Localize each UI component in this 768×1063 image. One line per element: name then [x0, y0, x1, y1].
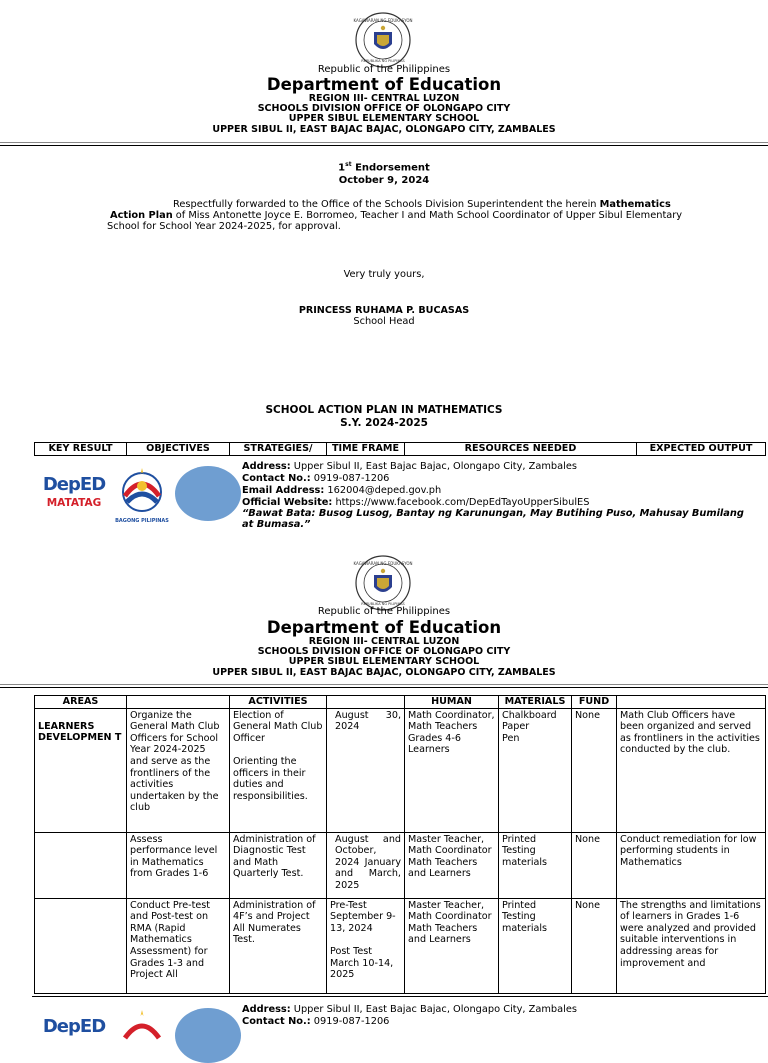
header-materials: MATERIALS: [499, 696, 572, 709]
deped-seal-icon-2: [355, 555, 411, 611]
header-blank-3: [617, 696, 766, 709]
bagong-pilipinas-logo-2: [113, 1008, 171, 1024]
footer-address: Address: Upper Sibul II, East Bajac Bajac, Olongapo City, Zambales: [242, 461, 577, 472]
footer-address-2: Address: Upper Sibul II, East Bajac Bajac, Olongapo City, Zambales: [242, 1004, 577, 1015]
header-human: HUMAN: [405, 696, 499, 709]
cell-objective: Conduct Pre-test and Post-test on RMA (Rapid Mathematics Assessment) for Grades 1-3 and Project All: [127, 898, 230, 993]
header-fund: FUND: [572, 696, 617, 709]
header-key-result: KEY RESULT: [35, 443, 127, 456]
cell-activity: Administration of 4F’s and Project All Numerates Test.: [230, 898, 327, 993]
header-divider: [0, 142, 768, 143]
deped-seal-icon: [355, 12, 411, 68]
footer-contact: Contact No.: 0919-087-1206: [242, 473, 390, 484]
plan-title: SCHOOL ACTION PLAN IN MATHEMATICS: [265, 404, 503, 416]
cell-human: Math Coordinator, Math Teachers Grades 4-6 Learners: [405, 708, 499, 832]
endorsement-paragraph-line3: School for School Year 2024-2025, for approval.: [107, 221, 341, 232]
department-title: Department of Education: [266, 75, 502, 94]
cell-fund: None: [572, 832, 617, 898]
division-label: SCHOOLS DIVISION OFFICE OF OLONGAPO CITY: [257, 103, 511, 114]
division-label-2: SCHOOLS DIVISION OFFICE OF OLONGAPO CITY: [257, 646, 511, 657]
cell-output: Math Club Officers have been organized and served as frontliners in the activities conducted by the club.: [617, 708, 766, 832]
cell-area: [35, 832, 127, 898]
plan-sy: S.Y. 2024-2025: [340, 417, 428, 429]
footer-motto: “Bawat Bata: Busog Lusog, Bantay ng Karunungan, May Butihing Puso, Mahusay Bumilang at Bumasa.”: [242, 508, 744, 531]
endorsement-paragraph-line1: Respectfully forwarded to the Office of the Schools Division Superintendent the herein Mathematics: [173, 199, 671, 210]
signatory-title: School Head: [353, 316, 415, 327]
school-label-2: UPPER SIBUL ELEMENTARY SCHOOL: [288, 656, 480, 667]
school-address-label: UPPER SIBUL II, EAST BAJAC BAJAC, OLONGAPO CITY, ZAMBALES: [212, 124, 556, 135]
bagong-pilipinas-icon: [113, 466, 171, 514]
svg-text:REPUBLIKA NG PILIPINAS: REPUBLIKA NG PILIPINAS: [361, 59, 405, 63]
header-objectives: OBJECTIVES: [127, 443, 230, 456]
cell-area: [35, 898, 127, 993]
bagong-pilipinas-logo: BAGONG PILIPINAS: [113, 466, 171, 524]
cell-time-frame: Pre-Test September 9-13, 2024 Post Test March 10-14, 2025: [327, 898, 405, 993]
deped-matatag-logo-2: DepED: [42, 1016, 106, 1037]
svg-text:REPUBLIKA NG PILIPINAS: REPUBLIKA NG PILIPINAS: [361, 602, 405, 606]
republic-label-2: Republic of the Philippines: [317, 606, 451, 617]
cell-human: Master Teacher, Math Coordinator Math Teachers and Learners: [405, 832, 499, 898]
table-row: [35, 832, 766, 898]
svg-text:KAGAWARAN NG EDUKASYON: KAGAWARAN NG EDUKASYON: [353, 18, 413, 23]
header-blank-2: [327, 696, 405, 709]
header-resources-needed: RESOURCES NEEDED: [405, 443, 637, 456]
footer-email: Email Address: 162004@deped.gov.ph: [242, 485, 442, 496]
cell-fund: None: [572, 898, 617, 993]
department-title-2: Department of Education: [266, 618, 502, 637]
cell-activity: Administration of Diagnostic Test and Math Quarterly Test.: [230, 832, 327, 898]
cell-materials: Printed Testing materials: [499, 898, 572, 993]
cell-objective: Assess performance level in Mathematics from Grades 1-6: [127, 832, 230, 898]
region-label-2: REGION III- CENTRAL LUZON: [308, 636, 460, 647]
cell-output: Conduct remediation for low performing students in Mathematics: [617, 832, 766, 898]
closing-text: Very truly yours,: [343, 269, 425, 280]
cell-output: The strengths and limitations of learners in Grades 1-6 were analyzed and provided suitable interventions in addressing areas for improvement and: [617, 898, 766, 993]
header-divider-bold-2: [0, 687, 768, 688]
footer-divider: [32, 996, 768, 997]
footer-contact-2: Contact No.: 0919-087-1206: [242, 1016, 390, 1027]
header-expected-output: EXPECTED OUTPUT: [637, 443, 766, 456]
cell-activity: Election of General Math Club Officer Orienting the officers in their duties and responsibilities.: [230, 708, 327, 832]
cell-time-frame: August and October, 2024 January and March, 2025: [327, 832, 405, 898]
bagong-pilipinas-icon-2: [113, 1008, 171, 1028]
header-blank-1: [127, 696, 230, 709]
header-areas: AREAS: [35, 696, 127, 709]
plan-header-row-table: [34, 442, 766, 456]
school-label: UPPER SIBUL ELEMENTARY SCHOOL: [288, 113, 480, 124]
school-logo-placeholder: [175, 466, 241, 521]
svg-text:KAGAWARAN NG EDUKASYON: KAGAWARAN NG EDUKASYON: [353, 561, 413, 566]
header-divider-bold: [0, 145, 768, 146]
header-activities: ACTIVITIES: [230, 696, 327, 709]
region-label: REGION III- CENTRAL LUZON: [308, 93, 460, 104]
school-address-label-2: UPPER SIBUL II, EAST BAJAC BAJAC, OLONGAPO CITY, ZAMBALES: [212, 667, 556, 678]
endorsement-title: 1st Endorsement: [338, 161, 430, 174]
cell-time-frame: August 30, 2024: [327, 708, 405, 832]
header-strategies: STRATEGIES/: [230, 443, 327, 456]
endorsement-date: October 9, 2024: [338, 175, 430, 186]
table-row: [35, 898, 766, 993]
cell-area: LEARNERS DEVELOPMEN T: [35, 708, 127, 832]
republic-label: Republic of the Philippines: [317, 64, 451, 75]
deped-matatag-logo: DepED MATATAG: [42, 474, 106, 509]
cell-materials: Chalkboard Paper Pen: [499, 708, 572, 832]
signatory-name: PRINCESS RUHAMA P. BUCASAS: [298, 305, 470, 316]
cell-materials: Printed Testing materials: [499, 832, 572, 898]
endorsement-paragraph-line2: Action Plan of Miss Antonette Joyce E. Borromeo, Teacher I and Math School Coordinator of Upper Sibul Elementary: [110, 210, 683, 221]
school-logo-placeholder-2: [175, 1008, 241, 1063]
cell-objective: Organize the General Math Club Officers for School Year 2024-2025 and serve as the frontliners of the activities undertaken by the club: [127, 708, 230, 832]
header-divider-2: [0, 684, 768, 685]
footer-website: Official Website: https://www.facebook.com/DepEdTayoUpperSibulES: [242, 497, 590, 508]
cell-fund: None: [572, 708, 617, 832]
action-plan-table: [34, 695, 766, 994]
table-row: [35, 708, 766, 832]
header-time-frame: TIME FRAME: [327, 443, 405, 456]
cell-human: Master Teacher, Math Coordinator Math Teachers and Learners: [405, 898, 499, 993]
